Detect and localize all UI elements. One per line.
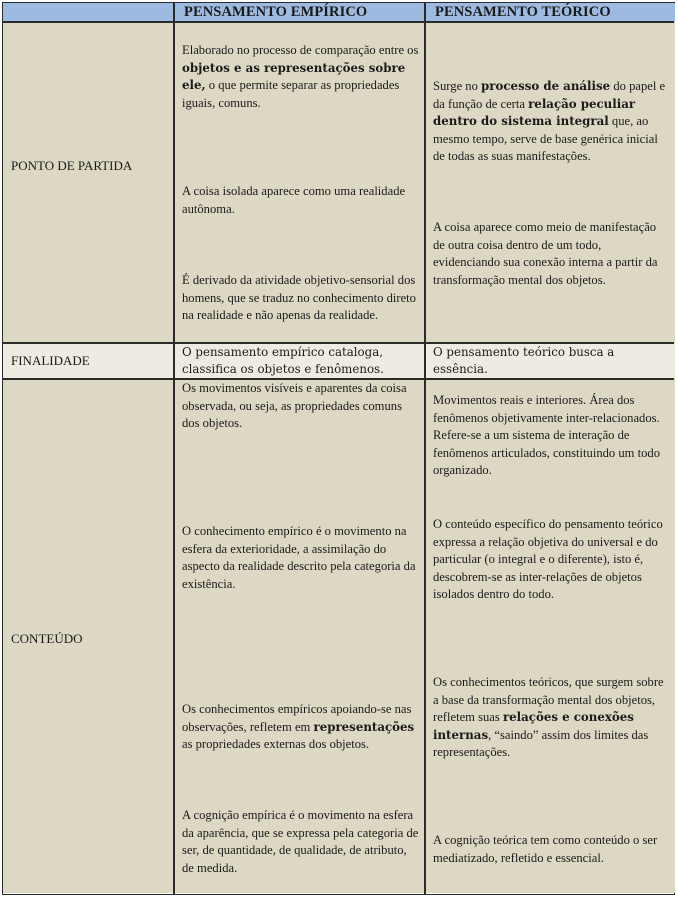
row-divider: [3, 21, 674, 23]
label-conteudo: CONTEÚDO: [11, 631, 83, 646]
conteudo-teorico-para-4: A cognição teórica tem como conteúdo o ser mediatizado, refletido e essencial.: [433, 833, 658, 865]
conteudo-empirico-para-1: Os movimentos visíveis e aparentes da coisa observada, ou seja, as propriedades comuns dos objetos.: [182, 381, 407, 430]
cell-conteudo-teorico: [425, 379, 675, 893]
conteudo-empirico-para-3: Os conhecimentos empíricos apoiando-se nas observações, refletem em representações as propriedades externas dos objetos.: [182, 702, 415, 751]
row-divider: [3, 342, 674, 344]
label-ponto-de-partida: PONTO DE PARTIDA: [11, 158, 133, 173]
conteudo-empirico-para-4: A cognição empírica é o movimento na esfera da aparência, que se expressa pela categoria de ser, de quantidade, de qualidade, de atributo, de medida.: [182, 808, 419, 875]
conteudo-teorico-para-2: O conteúdo específico do pensamento teórico expressa a relação objetiva do universal e do particular (o integral e o diferente), isto é, descobrem-se as inter-relações de objetos isolados dentro do todo.: [433, 517, 663, 601]
row-label-finalidade: [3, 343, 174, 379]
cell-finalidade-teorico: [425, 343, 675, 379]
conteudo-teorico-para-3: Os conhecimentos teóricos, que surgem sobre a base da transformação mental dos objetos, refletem suas relações e conexões internas, “saindo” assim dos limites das representações.: [433, 675, 664, 759]
row-divider: [3, 378, 674, 380]
header-cell-teorico: [425, 3, 675, 22]
header-cell-empirico: [174, 3, 425, 22]
ponto-teorico-para-1: Surge no processo de análise do papel e da função de certa relação peculiar dentro do sistema integral que, ao mesmo tempo, serve de base genérica inicial de todas as suas manifestações.: [433, 79, 666, 163]
ponto-teorico-para-2: A coisa aparece como meio de manifestação de outra coisa dentro de um todo, evidenciando sua conexão interna a partir da transformação mental dos objetos.: [433, 220, 658, 287]
comparison-table: [2, 2, 675, 895]
cell-conteudo-empirico: [174, 379, 425, 893]
column-divider: [173, 3, 175, 894]
row-label-conteudo: [3, 379, 174, 893]
column-divider: [424, 3, 426, 894]
header-empirico: PENSAMENTO EMPÍRICO: [184, 4, 368, 20]
conteudo-teorico-para-1: Movimentos reais e interiores. Área dos fenômenos objetivamente inter-relacionados. Refere-se a um sistema de interação de fenômenos articulados, constituindo um todo organizado.: [433, 393, 661, 477]
cell-ponto-empirico: [174, 22, 425, 343]
row-label-ponto-de-partida: [3, 22, 174, 343]
cell-finalidade-empirico: [174, 343, 425, 379]
header-teorico: PENSAMENTO TEÓRICO: [435, 4, 611, 20]
cell-ponto-teorico: [425, 22, 675, 343]
ponto-empirico-para-1: Elaborado no processo de comparação entre os objetos e as representações sobre ele, o que permite separar as propriedades iguais, comuns.: [182, 43, 419, 110]
ponto-empirico-para-3: É derivado da atividade objetivo-sensorial dos homens, que se traduz no conhecimento direto na realidade e não apenas da realidade.: [182, 273, 416, 322]
ponto-empirico-para-2: A coisa isolada aparece como uma realidade autônoma.: [182, 184, 406, 216]
finalidade-teorico-text: O pensamento teórico busca a essência.: [433, 345, 615, 376]
conteudo-empirico-para-2: O conhecimento empírico é o movimento na esfera da exterioridade, a assimilação do aspecto da realidade descrito pela categoria da existência.: [182, 524, 416, 591]
header-cell-empty: [3, 3, 174, 22]
finalidade-empirico-text: O pensamento empírico cataloga, classifica os objetos e fenômenos.: [182, 345, 384, 376]
label-finalidade: FINALIDADE: [11, 353, 90, 368]
